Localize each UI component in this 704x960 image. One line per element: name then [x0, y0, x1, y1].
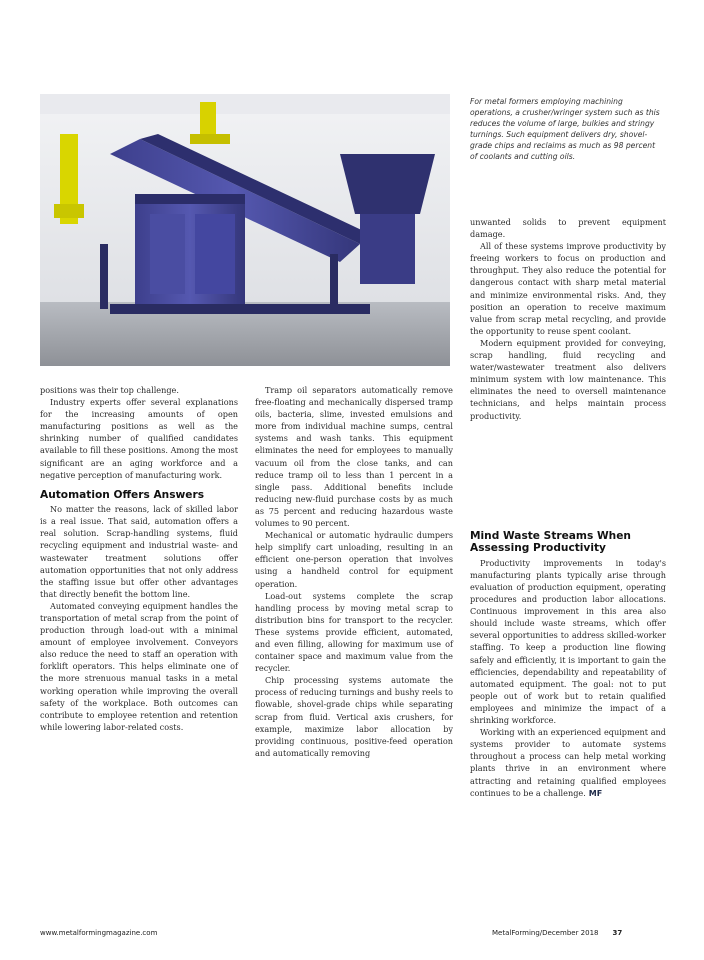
- paragraph: Automated conveying equipment handles the transportation of metal scrap from the point of production through load-out with a minimal amount of employee involvement. Conveyors also reduce the need to staff an operation with forklift operators. This helps eliminate one of the more strenuous manual tasks in a metal working operation while improving the overall safety of the workplace. Both outcomes can contribute to employee retention and retention while lowering labor-related costs.: [40, 600, 238, 732]
- end-mark: MF: [588, 788, 603, 798]
- paragraph: All of these systems improve productivity by freeing workers to focus on production and throughput. They also reduce the potential for dangerous contact with sharp metal material and minimize environmental risks. And, they position an operation to receive maximum value from scrap metal recycling, and provide the opportunity to reuse spent coolant.: [470, 241, 666, 336]
- paragraph: unwanted solids to prevent equipment damage.: [470, 217, 666, 240]
- paragraph-text: Working with an experienced equipment and systems provider to automate systems throughout a process can help metal working plants thrive in an environment where attracting and retaining qualified employees continues to be a challenge.: [470, 727, 666, 798]
- paragraph: Tramp oil separators automatically remove free-floating and mechanically dispersed tramp oils, bacteria, slime, invested emulsions and more from individual machine sumps, central systems and wash tanks. This equipment eliminates the need for employees to manually vacuum oil from the close tanks, and can reduce tramp oil to less than 1 percent in a single pass. Additional benefits include reducing new-fluid purchase costs by as much as 75 percent and reducing hazardous waste volumes to 90 percent.: [255, 385, 453, 529]
- paragraph: Industry experts offer several explanations for the increasing amounts of open manufacturing positions as well as the shrinking number of qualified candidates available to fill these positions. Among the most significant are an aging workforce and a negative perception of manufacturing work.: [40, 397, 238, 480]
- paragraph: [470, 726, 666, 800]
- footer-issue-block: [492, 929, 622, 937]
- paragraph: No matter the reasons, lack of skilled labor is a real issue. That said, automation offers a real solution. Scrap-handling systems, fluid recycling equipment and industrial waste- and wastewater treatment solutions offer automation opportunities that not only address the staffing issue but offer other advantages that directly benefit the bottom line.: [40, 504, 238, 599]
- footer-issue: MetalForming/December 2018: [492, 929, 599, 937]
- section-heading: Mind Waste Streams When Assessing Productivity: [470, 530, 631, 555]
- scrap-conveyor-equipment-illustration: [40, 94, 450, 366]
- footer-url: www.metalformingmagazine.com: [40, 929, 158, 937]
- column-2: [255, 384, 453, 759]
- equipment-photo: [40, 94, 450, 366]
- paragraph: Productivity improvements in today's manufacturing plants typically arise through evaluation of production equipment, operating procedures and production labor allocations. Continuous improvement in this area also should include waste streams, which offer several opportunities to address skilled-worker staffing. To keep a production line flowing safely and efficiently, it is important to gain the efficiencies, dependability and repeatability of automated equipment. The goal: not to put people out of work but to retain qualified employees and minimize the impact of a shrinking workforce.: [470, 557, 666, 726]
- paragraph: Mechanical or automatic hydraulic dumpers help simplify cart unloading, resulting in an efficient one-person operation that involves using a handheld control for equipment operation.: [255, 530, 453, 589]
- column-3-bottom: [470, 530, 666, 800]
- page-number: 37: [612, 929, 623, 937]
- paragraph: Chip processing systems automate the process of reducing turnings and bushy reels to flowable, shovel-grade chips while separating scrap from fluid. Vertical axis crushers, for example, maximize labor allocation by providing continuous, positive-feed operation and automatically removing: [255, 675, 453, 758]
- section-heading: Automation Offers Answers: [40, 488, 205, 501]
- photo-caption: For metal formers employing machining operations, a crusher/wringer system such as this reduces the volume of large, bulkies and stringy turnings. Such equipment delivers dry, shovel-grade chips and reclaims as much as 98 percent of coolants and cutting oils.: [470, 97, 660, 161]
- column-1: [40, 384, 238, 733]
- column-3-top: [470, 216, 666, 422]
- paragraph: Modern equipment provided for conveying, scrap handling, fluid recycling and water/wastewater treatment also delivers minimum system with low maintenance. This eliminates the need to oversell maintenance technicians, and helps maintain process productivity.: [470, 337, 666, 421]
- paragraph: Load-out systems complete the scrap handling process by moving metal scrap to distribution bins for transport to the recycler. These systems provide efficient, automated, and even filling, allowing for maximum use of container space and maximum value from the recycler.: [255, 590, 453, 674]
- paragraph: positions was their top challenge.: [40, 385, 179, 395]
